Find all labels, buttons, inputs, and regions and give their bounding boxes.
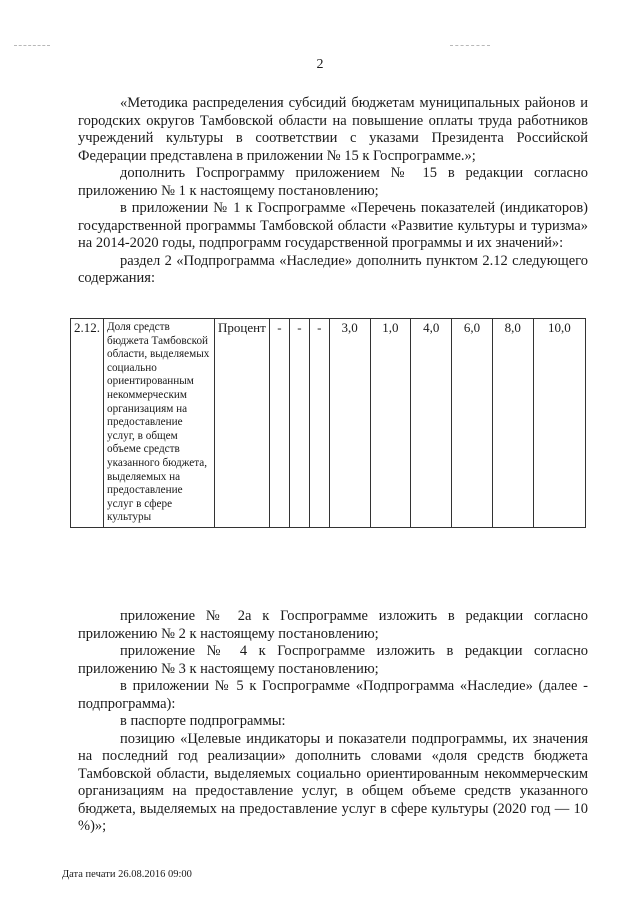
body-paragraph-indicators: позицию «Целевые индикаторы и показатели подпрограммы, их значения на последний год реализации» дополнить словами «доля средств бюджета Тамбовской области, выделяемых социально ориентированным некоммерческим организациям на предоставление услуг, в общем объеме средств указанного бюджета, выделяемых на предоставление услуг в сфере культуры (2020 год — 10 %)»;	[78, 730, 588, 834]
print-date: Дата печати 26.08.2016 09:00	[62, 869, 192, 880]
scan-artifact	[14, 45, 50, 47]
body-paragraph-appendix-5: в приложении № 5 к Госпрограмме «Подпрограмма «Наследие» (далее - подпрограмма):	[78, 678, 588, 712]
row-value: -	[309, 319, 329, 528]
row-number: 2.12.	[71, 319, 104, 528]
intro-paragraph-methodology: «Методика распределения субсидий бюджетам муниципальных районов и городских округов Тамбовской области на повышение оплаты труда работников учреждений культуры в соответствии с указами Президента Российской Федерации представлена в приложении № 15 к Госпрограмме.»;	[78, 95, 588, 164]
row-value: 3,0	[329, 319, 370, 528]
row-value: -	[270, 319, 290, 528]
row-value: 6,0	[452, 319, 493, 528]
page-number: 2	[316, 57, 324, 72]
intro-paragraph-section-2: раздел 2 «Подпрограмма «Наследие» дополнить пунктом 2.12 следующего содержания:	[78, 252, 588, 286]
body-section	[78, 608, 588, 836]
row-value: -	[289, 319, 309, 528]
body-paragraph-passport: в паспорте подпрограммы:	[120, 713, 286, 729]
row-unit: Процент	[215, 319, 270, 528]
intro-section	[78, 95, 588, 288]
row-value: 8,0	[492, 319, 533, 528]
body-paragraph-appendix-2a: приложение № 2а к Госпрограмме изложить в редакции согласно приложению № 2 к настоящему постановлению;	[78, 608, 588, 642]
scan-artifact	[450, 45, 490, 47]
intro-paragraph-add-appendix: дополнить Госпрограмму приложением № 15 в редакции согласно приложению № 1 к настоящему постановлению;	[78, 165, 588, 199]
indicators-table	[70, 318, 586, 528]
row-value: 4,0	[411, 319, 452, 528]
table-row	[71, 319, 586, 528]
row-description: Доля средств бюджета Тамбовской области, выделяемых социально ориентированным некоммерческим организациям на предоставление услуг, в общем объеме средств указанного бюджета, выделяемых на предоставление услуг в сфере культуры	[104, 319, 215, 528]
intro-paragraph-appendix-1: в приложении № 1 к Госпрограмме «Перечень показателей (индикаторов) государственной программы Тамбовской области «Развитие культуры и туризма» на 2014-2020 годы, подпрограмм государственной программы и их значений»:	[78, 200, 588, 251]
row-value: 10,0	[533, 319, 585, 528]
row-value: 1,0	[370, 319, 411, 528]
body-paragraph-appendix-4: приложение № 4 к Госпрограмме изложить в редакции согласно приложению № 3 к настоящему постановлению;	[78, 643, 588, 677]
